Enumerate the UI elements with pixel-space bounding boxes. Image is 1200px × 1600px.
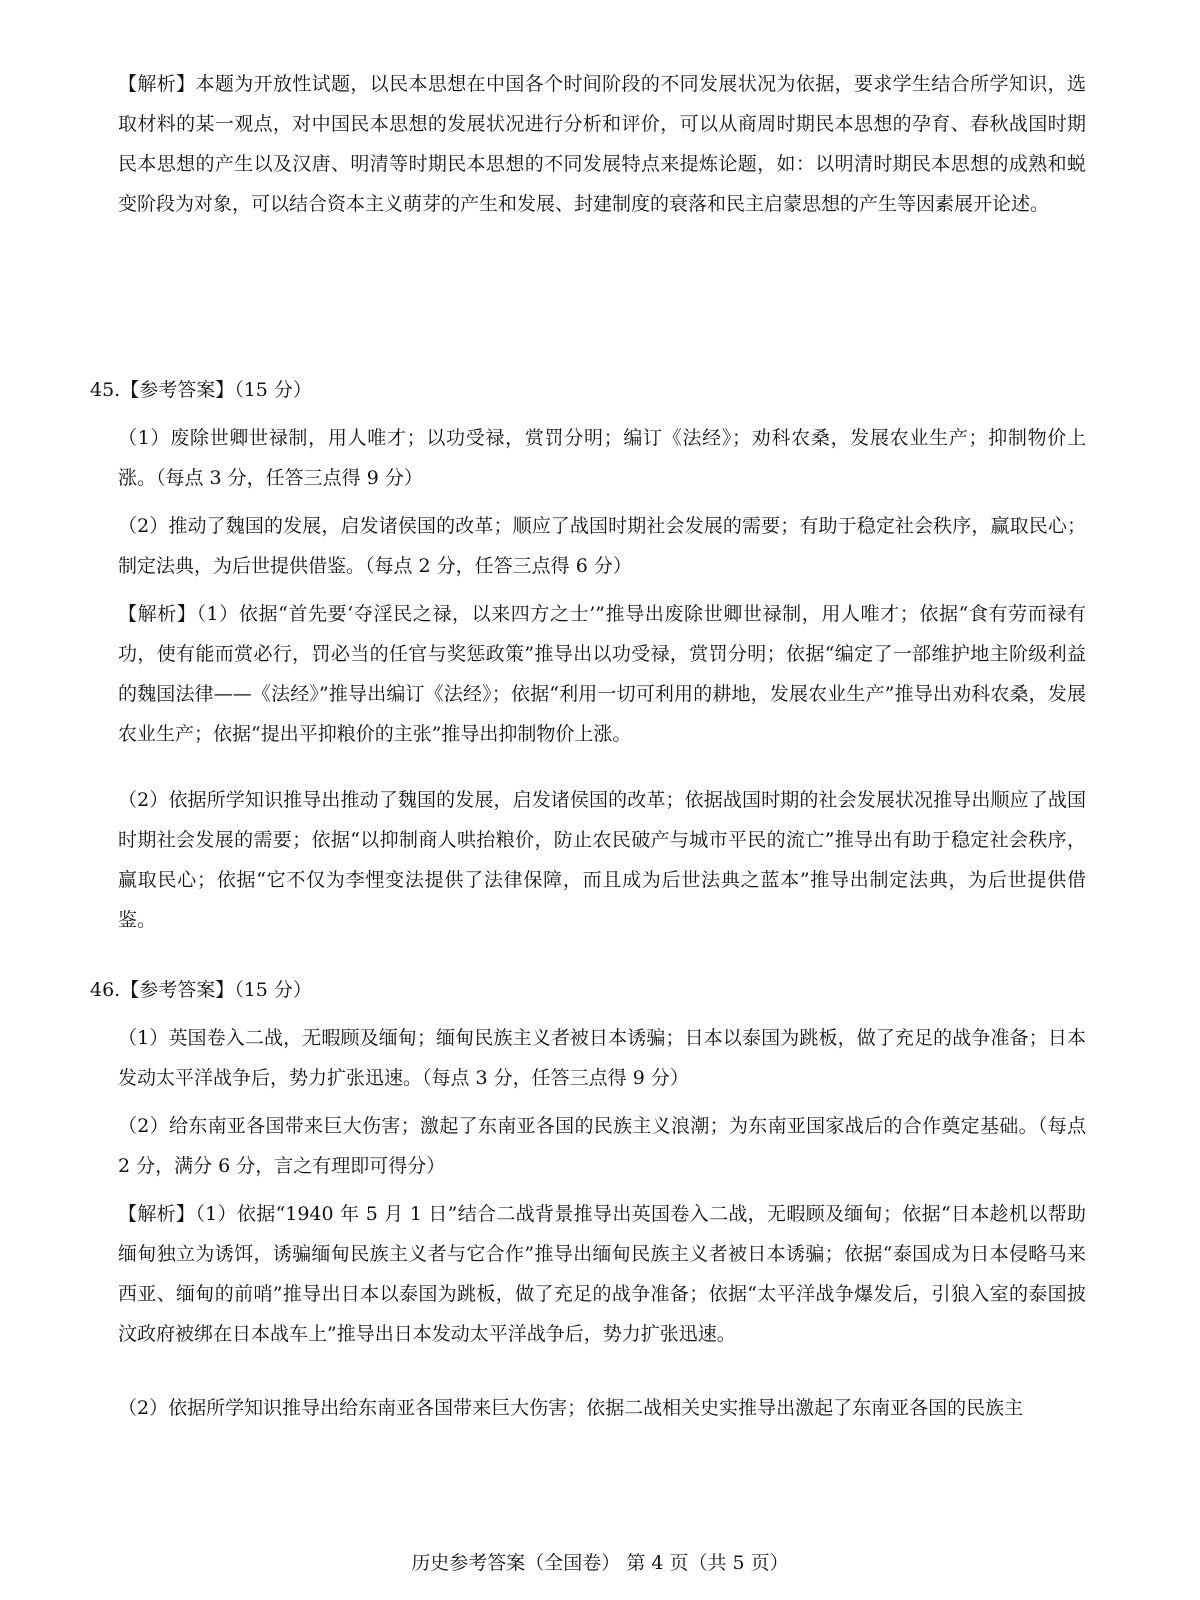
q45-answer-1: （1）废除世卿世禄制，用人唯才；以功受禄，赏罚分明；编订《法经》；劝科农桑，发展农业生产；抑制物价上涨。（每点 3 分，任答三点得 9 分） <box>118 427 1086 489</box>
intro-analysis: 【解析】本题为开放性试题，以民本思想在中国各个时间阶段的不同发展状况为依据，要求学生结合所学知识，选取材料的某一观点，对中国民本思想的发展状况进行分析和评价，可以从商周时期民本思想的孕育、春秋战国时期民本思想的产生以及汉唐、明清等时期民本思想的不同发展特点来提炼论题，如：以明清时期民本思想的成熟和蜕变阶段为对象，可以结合资本主义萌芽的产生和发展、封建制度的衰落和民主启蒙思想的产生等因素展开论述。 <box>118 73 1086 215</box>
page-footer: 历史参考答案（全国卷） 第 4 页（共 5 页） <box>411 1552 789 1574</box>
q46-analysis-1: 【解析】（1）依据“1940 年 5 月 1 日”结合二战背景推导出英国卷入二战，无暇顾及缅甸；依据“日本趁机以帮助缅甸独立为诱饵，诱骗缅甸民族主义者与它合作”推导出缅甸民族主义者被日本诱骗；依据“泰国成为日本侵略马来西亚、缅甸的前哨”推导出日本以泰国为跳板，做了充足的战争准备；依据“太平洋战争爆发后，引狼入室的泰国披汶政府被绑在日本战车上”推导出日本发动太平洋战争后，势力扩张迅速。 <box>118 1203 1086 1345</box>
q45-analysis-2: （2）依据所学知识推导出推动了魏国的发展，启发诸侯国的改革；依据战国时期的社会发展状况推导出顺应了战国时期社会发展的需要；依据“以抑制商人哄抬粮价，防止农民破产与城市平民的流亡”推导出有助于稳定社会秩序，赢取民心；依据“它不仅为李悝变法提供了法律保障，而且成为后世法典之蓝本”推导出制定法典，为后世提供借鉴。 <box>118 789 1086 931</box>
q46-analysis-2: （2）依据所学知识推导出给东南亚各国带来巨大伤害；依据二战相关史实推导出激起了东南亚各国的民族主 <box>118 1397 1024 1419</box>
q46-heading: 46.【参考答案】（15 分） <box>90 979 312 1001</box>
q45-answer-2: （2）推动了魏国的发展，启发诸侯国的改革；顺应了战国时期社会发展的需要；有助于稳定社会秩序，赢取民心；制定法典，为后世提供借鉴。（每点 2 分，任答三点得 6 分） <box>118 515 1086 577</box>
q46-answer-2: （2）给东南亚各国带来巨大伤害；激起了东南亚各国的民族主义浪潮；为东南亚国家战后的合作奠定基础。（每点 2 分，满分 6 分，言之有理即可得分） <box>118 1115 1086 1177</box>
q46-answer-1: （1）英国卷入二战，无暇顾及缅甸；缅甸民族主义者被日本诱骗；日本以泰国为跳板，做了充足的战争准备；日本发动太平洋战争后，势力扩张迅速。（每点 3 分，任答三点得 9 分） <box>118 1027 1086 1089</box>
q45-heading: 45.【参考答案】（15 分） <box>90 379 312 401</box>
q45-analysis-1: 【解析】（1）依据“首先要‘夺淫民之禄，以来四方之士’”推导出废除世卿世禄制，用人唯才；依据“食有劳而禄有功，使有能而赏必行，罚必当的任官与奖惩政策”推导出以功受禄，赏罚分明；依据“编定了一部维护地主阶级利益的魏国法律——《法经》”推导出编订《法经》；依据“利用一切可利用的耕地，发展农业生产”推导出劝科农桑，发展农业生产；依据“提出平抑粮价的主张”推导出抑制物价上涨。 <box>118 603 1086 745</box>
